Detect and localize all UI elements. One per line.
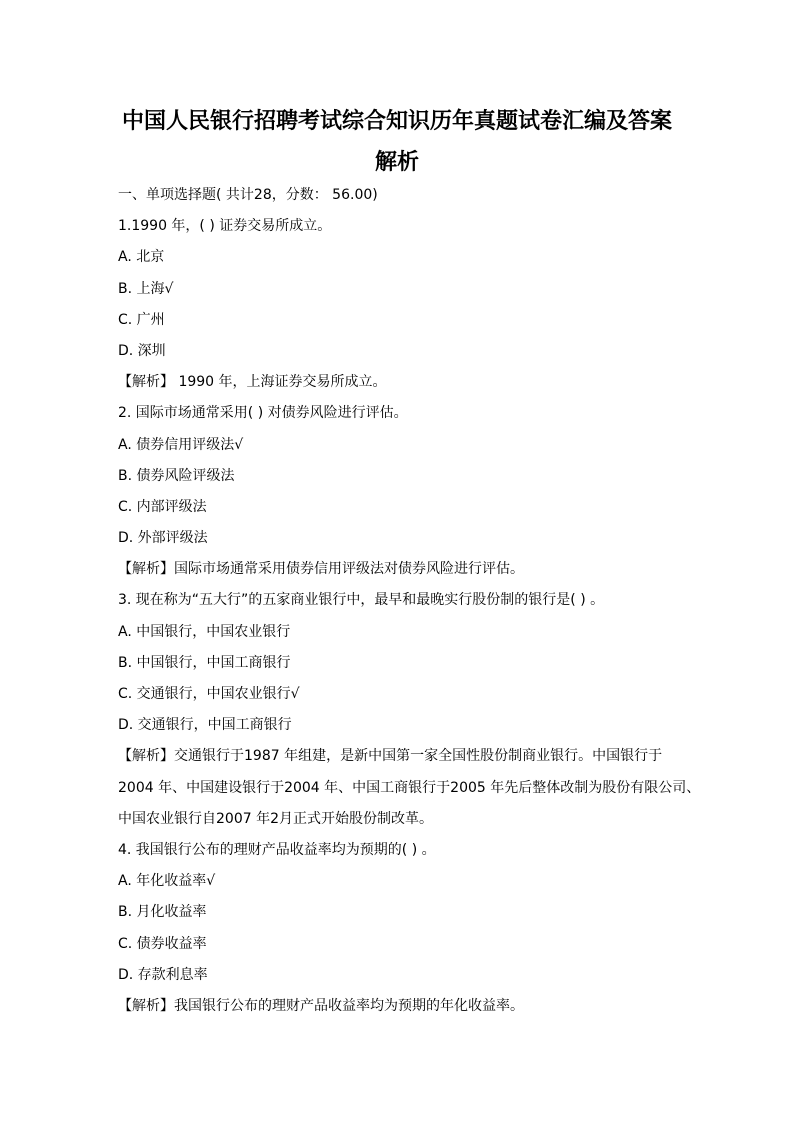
text-line: 一、单项选择题( 共计28，分数： 56.00) <box>118 187 378 203</box>
document-body <box>118 180 718 1022</box>
text-line: D. 交通银行，中国工商银行 <box>118 717 292 734</box>
text-line: A. 债券信用评级法√ <box>118 436 244 453</box>
text-line: 【解析】交通银行于1987 年组建，是新中国第一家全国性股份制商业银行。中国银行于 <box>118 748 663 765</box>
text-line: 2004 年、中国建设银行于2004 年、中国工商银行于2005 年先后整体改制为股份有限公司、 <box>118 779 701 796</box>
text-line: 【解析】我国银行公布的理财产品收益率均为预期的年化收益率。 <box>118 997 524 1014</box>
text-line: C. 债券收益率 <box>118 935 207 952</box>
document-title: 中国人民银行招聘考试综合知识历年真题试卷汇编及答案 <box>121 108 672 134</box>
text-line: 4. 我国银行公布的理财产品收益率均为预期的( ) 。 <box>118 841 436 858</box>
text-line: A. 中国银行，中国农业银行 <box>118 623 291 640</box>
text-line: C. 内部评级法 <box>118 498 207 515</box>
text-line: A. 北京 <box>118 249 165 266</box>
text-line: 2. 国际市场通常采用( ) 对债券风险进行评估。 <box>118 405 408 422</box>
text-line: B. 中国银行，中国工商银行 <box>118 654 291 671</box>
document-title-continued: 解析 <box>374 149 419 175</box>
text-line: B. 月化收益率 <box>118 904 207 921</box>
text-line: D. 存款利息率 <box>118 966 208 983</box>
text-line: B. 上海√ <box>118 280 174 297</box>
text-line: 3. 现在称为“五大行”的五家商业银行中，最早和最晚实行股份制的银行是( ) 。 <box>118 592 605 609</box>
text-line: 【解析】 1990 年，上海证券交易所成立。 <box>118 374 387 391</box>
text-line: D. 外部评级法 <box>118 530 208 547</box>
text-line: C. 广州 <box>118 311 165 328</box>
text-line: 【解析】国际市场通常采用债券信用评级法对债券风险进行评估。 <box>118 561 524 578</box>
text-line: 1.1990 年，( ) 证券交易所成立。 <box>118 218 332 235</box>
text-line: A. 年化收益率√ <box>118 873 216 890</box>
text-line: D. 深圳 <box>118 342 166 359</box>
text-line: 中国农业银行自2007 年2月正式开始股份制改革。 <box>118 810 433 827</box>
text-line: C. 交通银行，中国农业银行√ <box>118 686 300 702</box>
text-line: B. 债券风险评级法 <box>118 467 235 484</box>
